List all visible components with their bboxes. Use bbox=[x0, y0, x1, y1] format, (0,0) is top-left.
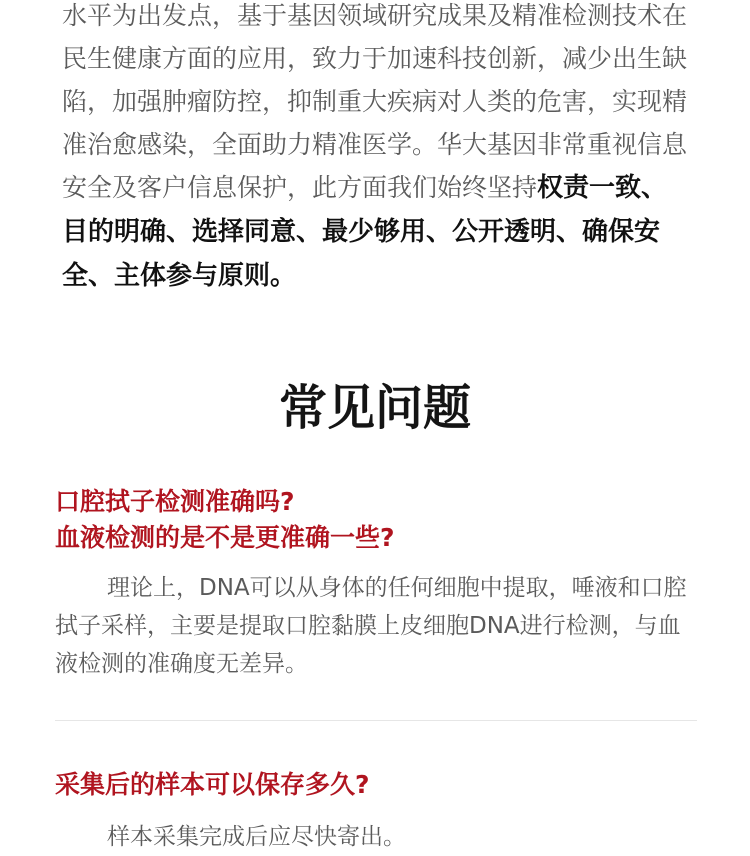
faq-question-1-line1: 口腔拭子检测准确吗? bbox=[55, 487, 295, 516]
intro-paragraph bbox=[62, 0, 692, 298]
faq-answer-2: 样本采集完成后应尽快寄出。 bbox=[107, 824, 406, 850]
faq-question-2-line1: 采集后的样本可以保存多久? bbox=[55, 770, 370, 799]
faq-section-title: 常见问题 bbox=[278, 380, 471, 436]
faq-question-1 bbox=[55, 484, 395, 556]
intro-text: 水平为出发点，基于基因领域研究成果及精准检测技术在民生健康方面的应用，致力于加速科技创新，减少出生缺陷，加强肿瘤防控，抑制重大疾病对人类的危害，实现精准治愈感染，全面助力精准医学。华大基因非常重视信息安全及客户信息保护，此方面我们始终坚持 bbox=[62, 1, 688, 202]
faq-answer-1: 理论上，DNA可以从身体的任何细胞中提取，唾液和口腔拭子采样，主要是提取口腔黏膜上皮细胞DNA进行检测，与血液检测的准确度无差异。 bbox=[55, 575, 687, 677]
intro-end-punct: 。 bbox=[270, 261, 297, 291]
faq-divider bbox=[55, 720, 697, 721]
faq-question-1-line2: 血液检测的是不是更准确一些? bbox=[55, 523, 395, 552]
faq-question-2 bbox=[55, 767, 370, 803]
intro-bold-principles: 权责一致、目的明确、选择同意、最少够用、公开透明、确保安全、主体参与原则 bbox=[62, 173, 668, 291]
